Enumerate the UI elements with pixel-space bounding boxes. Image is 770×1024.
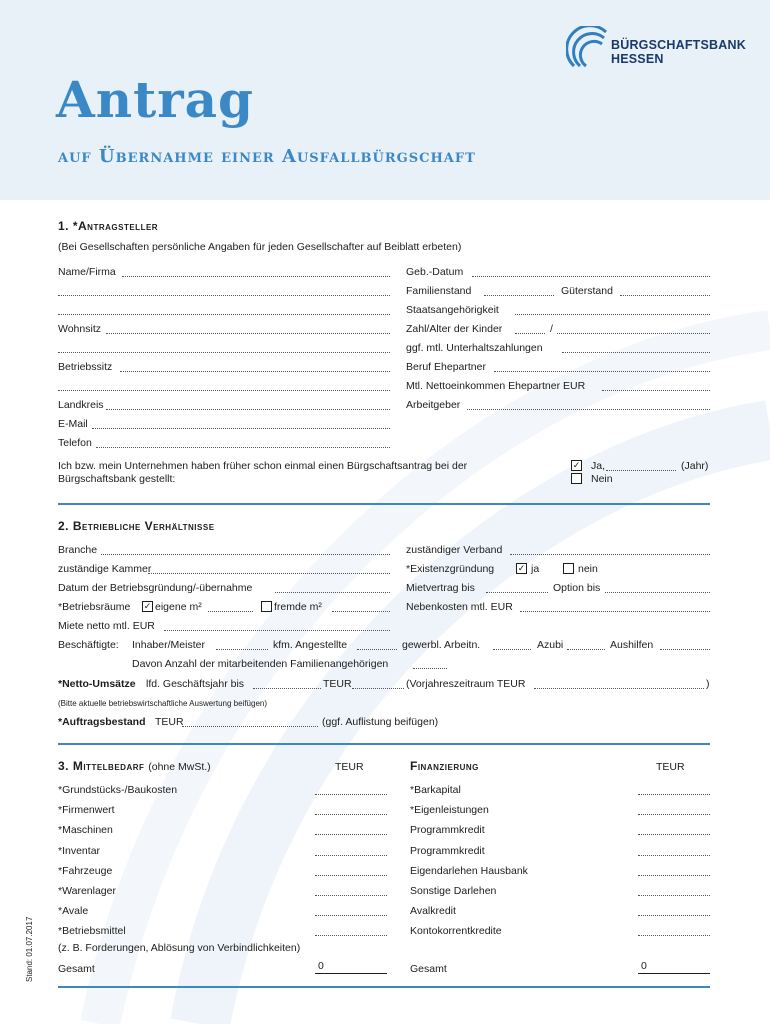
vorjahr-close: ) <box>706 678 710 690</box>
prior-application-question-line-1: Ich bzw. mein Unternehmen haben früher schon einmal einen Bürgschaftsantrag bei der <box>58 460 468 472</box>
mittelbedarf-gesamt-label: Gesamt <box>58 963 95 975</box>
arbeitnehmer-field[interactable] <box>493 649 531 650</box>
finanzierung-item-label: Avalkredit <box>410 905 456 917</box>
finanzierung-item-field[interactable] <box>638 935 710 936</box>
gueterstand-field[interactable] <box>620 295 710 296</box>
mittelbedarf-item-field[interactable] <box>315 855 387 856</box>
mittelbedarf-item-label: *Avale <box>58 905 89 917</box>
name-firma-field[interactable] <box>122 276 390 277</box>
auftragsbestand-teur-label: TEUR <box>155 716 184 728</box>
eigene-checkbox[interactable]: ✓ <box>143 601 152 611</box>
section-1-heading: 1. *Antragsteller <box>58 219 159 233</box>
mittelbedarf-teur-header: TEUR <box>335 761 364 773</box>
mittelbedarf-item-label: *Inventar <box>58 845 101 857</box>
inhaber-label: Inhaber/Meister <box>132 639 205 651</box>
finanzierung-item-field[interactable] <box>638 794 710 795</box>
branche-field[interactable] <box>101 554 390 555</box>
name-firma-field-line-2[interactable] <box>58 295 390 296</box>
finanzierung-item-label: Eigendarlehen Hausbank <box>410 865 528 877</box>
mittelbedarf-gesamt-line <box>315 973 387 974</box>
mittelbedarf-item-field[interactable] <box>315 875 387 876</box>
section-2-heading: 2. Betriebliche Verhältnisse <box>58 519 215 533</box>
auftragsbestand-field[interactable] <box>182 726 318 727</box>
telefon-field[interactable] <box>96 447 390 448</box>
nebenkosten-field[interactable] <box>520 611 710 612</box>
arbeitgeber-field[interactable] <box>467 409 710 410</box>
existenz-ja-label: ja <box>531 563 540 575</box>
prior-ja-label: Ja, <box>591 460 606 472</box>
gueterstand-label: Güterstand <box>561 285 613 297</box>
lfd-jahr-label: lfd. Geschäftsjahr bis <box>146 678 245 690</box>
eigene-label: eigene m² <box>155 601 202 613</box>
unterhalt-label: ggf. mtl. Unterhaltszahlungen <box>406 342 543 354</box>
wohnsitz-field-line-2[interactable] <box>58 352 390 353</box>
mittelbedarf-item-field[interactable] <box>315 915 387 916</box>
nettoeinkommen-field[interactable] <box>602 390 710 391</box>
finanzierung-item-label: *Barkapital <box>410 784 461 796</box>
mittelbedarf-item-label: *Maschinen <box>58 824 113 836</box>
familienangehoerige-label: Davon Anzahl der mitarbeitenden Familienangehörigen <box>132 658 389 670</box>
mietvertrag-field[interactable] <box>486 592 548 593</box>
finanzierung-gesamt-value[interactable]: 0 <box>641 960 647 972</box>
mietvertrag-label: Mietvertrag bis <box>406 582 475 594</box>
beruf-ehepartner-label: Beruf Ehepartner <box>406 361 486 373</box>
prior-nein-label: Nein <box>591 473 613 485</box>
section-divider <box>58 743 710 745</box>
kammer-label: zuständige Kammer <box>58 563 152 575</box>
lfd-jahr-field[interactable] <box>253 688 321 689</box>
prior-jahr-field[interactable] <box>606 470 676 471</box>
miete-label: Miete netto mtl. EUR <box>58 620 155 632</box>
mittelbedarf-item-field[interactable] <box>315 794 387 795</box>
betriebssitz-field[interactable] <box>120 371 390 372</box>
landkreis-field[interactable] <box>106 409 390 410</box>
betriebssitz-field-line-2[interactable] <box>58 390 390 391</box>
prior-ja-checkbox[interactable]: ✓ <box>572 460 581 470</box>
prior-nein-checkbox[interactable] <box>571 473 582 484</box>
section-3-heading-text: 3. Mittelbedarf <box>58 759 145 773</box>
mittelbedarf-item-label: *Fahrzeuge <box>58 865 113 877</box>
mittelbedarf-item-label: *Betriebsmittel <box>58 925 126 937</box>
staatsangehoerigkeit-label: Staatsangehörigkeit <box>406 304 499 316</box>
kinder-zahl-field[interactable] <box>515 333 545 334</box>
beruf-ehepartner-field[interactable] <box>494 371 710 372</box>
familienangehoerige-field[interactable] <box>413 668 447 669</box>
existenz-nein-checkbox[interactable] <box>563 563 574 574</box>
mittelbedarf-item-field[interactable] <box>315 895 387 896</box>
azubi-label: Azubi <box>537 639 564 651</box>
nebenkosten-label: Nebenkosten mtl. EUR <box>406 601 513 613</box>
angestellte-field[interactable] <box>357 649 397 650</box>
arbeitnehmer-label: gewerbl. Arbeitn. <box>402 639 481 651</box>
fremde-field[interactable] <box>332 611 390 612</box>
verband-field[interactable] <box>510 554 710 555</box>
nettoeinkommen-label: Mtl. Nettoeinkommen Ehepartner EUR <box>406 380 586 392</box>
mittelbedarf-gesamt-value[interactable]: 0 <box>318 960 324 972</box>
mittelbedarf-item-field[interactable] <box>315 834 387 835</box>
betriebsraeume-label: *Betriebsräume <box>58 601 131 613</box>
finanzierung-gesamt-label: Gesamt <box>410 963 447 975</box>
mittelbedarf-item-label: *Firmenwert <box>58 804 115 816</box>
mittelbedarf-item-field[interactable] <box>315 814 387 815</box>
landkreis-label: Landkreis <box>58 399 104 411</box>
unterhalt-field[interactable] <box>562 352 710 353</box>
email-field[interactable] <box>92 428 390 429</box>
prior-jahr-label: (Jahr) <box>681 460 709 472</box>
vorjahr-field[interactable] <box>534 688 704 689</box>
logo-wordmark <box>611 38 746 66</box>
aushilfen-field[interactable] <box>660 649 710 650</box>
eigene-field[interactable] <box>208 611 253 612</box>
arbeitgeber-label: Arbeitgeber <box>406 399 461 411</box>
kammer-field[interactable] <box>148 573 390 574</box>
aushilfen-label: Aushilfen <box>610 639 654 651</box>
mittelbedarf-item-field[interactable] <box>315 935 387 936</box>
finanzierung-heading: Finanzierung <box>410 759 479 773</box>
existenz-nein-label: nein <box>578 563 598 575</box>
familienstand-field[interactable] <box>484 295 554 296</box>
geb-datum-field[interactable] <box>472 276 710 277</box>
kinder-alter-field[interactable] <box>557 333 710 334</box>
prior-application-question-line-2: Bürgschaftsbank gestellt: <box>58 473 176 485</box>
option-field[interactable] <box>605 592 710 593</box>
section-divider <box>58 503 710 505</box>
geb-datum-label: Geb.-Datum <box>406 266 464 278</box>
page-subtitle: auf Übernahme einer Ausfallbürgschaft <box>58 146 476 167</box>
azubi-field[interactable] <box>567 649 605 650</box>
wohnsitz-field[interactable] <box>106 333 390 334</box>
logo-line-2: HESSEN <box>611 52 664 66</box>
netto-umsaetze-label: *Netto-Umsätze <box>58 678 136 690</box>
finanzierung-item-field[interactable] <box>638 875 710 876</box>
auftragsbestand-label: *Auftragsbestand <box>58 716 146 728</box>
auflistung-note: (ggf. Auflistung beifügen) <box>322 716 439 728</box>
gruendung-field[interactable] <box>275 592 390 593</box>
kinder-slash: / <box>550 323 553 335</box>
miete-field[interactable] <box>164 630 390 631</box>
branche-label: Branche <box>58 544 98 556</box>
finanzierung-item-field[interactable] <box>638 834 710 835</box>
umsatz-teur-label: TEUR <box>323 678 352 690</box>
section-3-heading <box>58 759 211 774</box>
betriebsmittel-note: (z. B. Forderungen, Ablösung von Verbindlichkeiten) <box>58 942 301 954</box>
mittelbedarf-item-label: *Warenlager <box>58 885 116 897</box>
mittelbedarf-item-label: *Grundstücks-/Baukosten <box>58 784 178 796</box>
inhaber-field[interactable] <box>216 649 268 650</box>
finanzierung-item-label: Sonstige Darlehen <box>410 885 497 897</box>
umsatz-teur-field[interactable] <box>352 688 404 689</box>
finanzierung-gesamt-line <box>638 973 710 974</box>
beschaeftigte-label: Beschäftigte: <box>58 639 119 651</box>
finanzierung-item-label: Kontokorrentkredite <box>410 925 502 937</box>
wohnsitz-label: Wohnsitz <box>58 323 101 335</box>
section-1-note: (Bei Gesellschaften persönliche Angaben für jeden Gesellschafter auf Beiblatt erbeten) <box>58 241 462 253</box>
verband-label: zuständiger Verband <box>406 544 503 556</box>
name-firma-label: Name/Firma <box>58 266 116 278</box>
staatsangehoerigkeit-field[interactable] <box>515 314 710 315</box>
email-label: E-Mail <box>58 418 88 430</box>
familienstand-label: Familienstand <box>406 285 472 297</box>
existenzgruendung-label: *Existenzgründung <box>406 563 495 575</box>
finanzierung-teur-header: TEUR <box>656 761 685 773</box>
logo-line-1: BÜRGSCHAFTSBANK <box>611 38 746 52</box>
finanzierung-item-label: *Eigenleistungen <box>410 804 489 816</box>
finanzierung-item-field[interactable] <box>638 855 710 856</box>
finanzierung-item-field[interactable] <box>638 915 710 916</box>
finanzierung-item-label: Programmkredit <box>410 824 485 836</box>
stand-date: Stand: 01.07.2017 <box>25 916 34 982</box>
section-3-heading-sub: (ohne MwSt.) <box>148 761 211 773</box>
fremde-checkbox[interactable] <box>261 601 272 612</box>
page-title: Antrag <box>56 70 254 129</box>
option-label: Option bis <box>553 582 601 594</box>
vorjahr-label: (Vorjahreszeitraum TEUR <box>406 678 526 690</box>
bwa-note: (Bitte aktuelle betriebswirtschaftliche Auswertung beifügen) <box>58 699 267 708</box>
fremde-label: fremde m² <box>274 601 322 613</box>
telefon-label: Telefon <box>58 437 92 449</box>
section-divider <box>58 986 710 988</box>
angestellte-label: kfm. Angestellte <box>273 639 348 651</box>
gruendung-label: Datum der Betriebsgründung/-übernahme <box>58 582 253 594</box>
existenz-ja-checkbox[interactable]: ✓ <box>517 563 526 573</box>
betriebssitz-label: Betriebssitz <box>58 361 113 373</box>
finanzierung-item-field[interactable] <box>638 895 710 896</box>
kinder-label: Zahl/Alter der Kinder <box>406 323 503 335</box>
name-firma-field-line-3[interactable] <box>58 314 390 315</box>
finanzierung-item-field[interactable] <box>638 814 710 815</box>
finanzierung-item-label: Programmkredit <box>410 845 485 857</box>
